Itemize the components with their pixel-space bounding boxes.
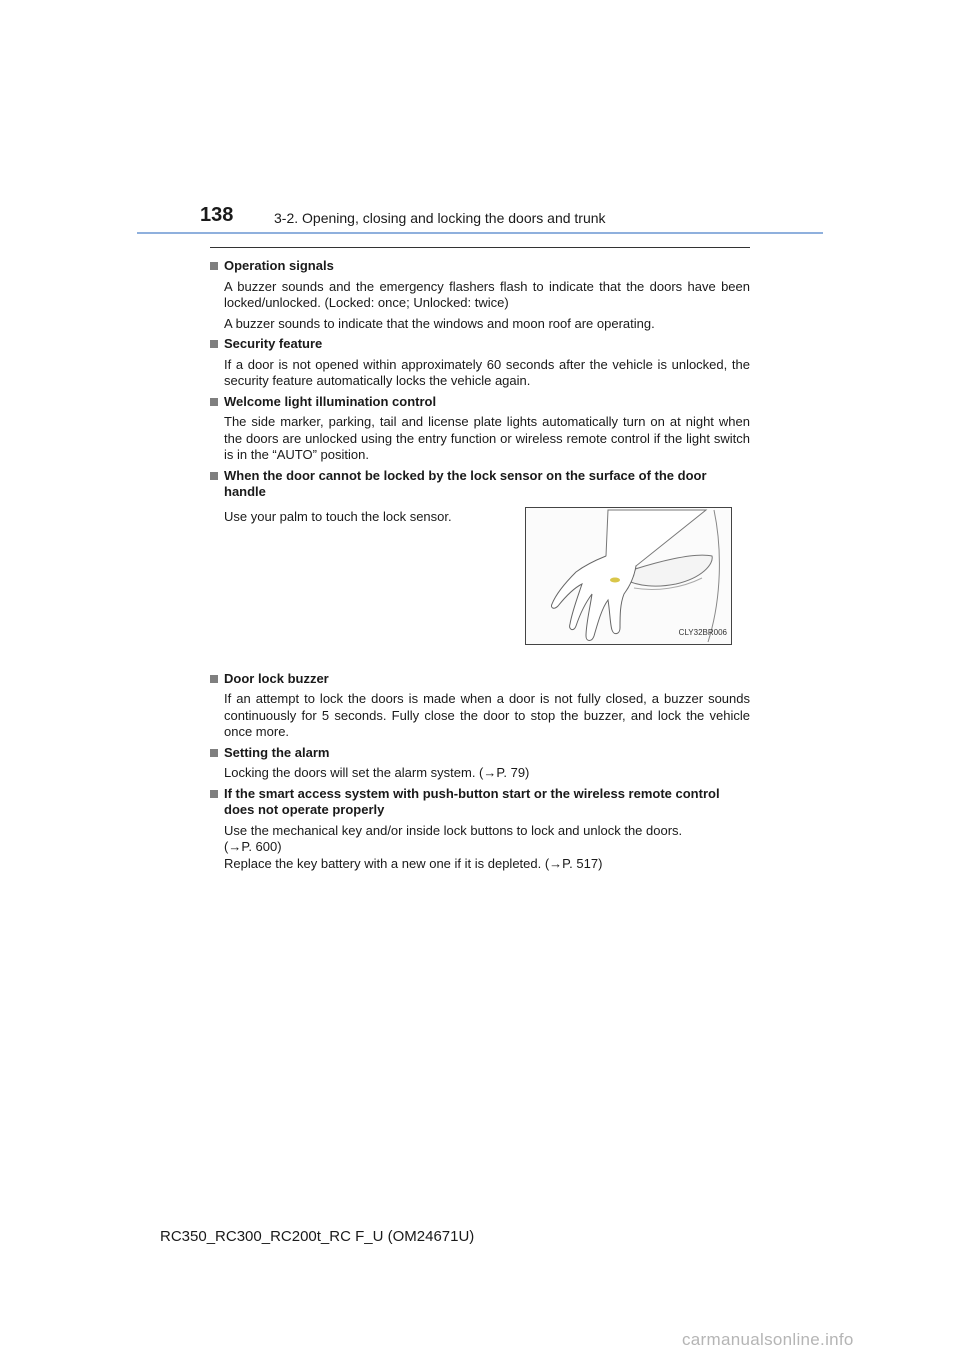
square-bullet-icon	[210, 749, 218, 757]
content-rule	[210, 247, 750, 248]
section-heading: Door lock buzzer	[224, 670, 329, 686]
illustration-code: CLY32BR006	[678, 628, 727, 637]
section-door-lock-buzzer	[210, 671, 750, 741]
footer-model-code: RC350_RC300_RC200t_RC F_U (OM24671U)	[160, 1228, 475, 1245]
section-paragraph: Locking the doors will set the alarm system. (→P. 79)	[224, 765, 530, 780]
section-paragraph: If an attempt to lock the doors is made when a door is not fully closed, a buzzer sounds continuously for 5 seconds. Fully close the door to stop the buzzer, and lock the vehicle once more.	[224, 691, 750, 739]
square-bullet-icon	[210, 790, 218, 798]
section-setting-alarm	[210, 745, 750, 782]
watermark: carmanualsonline.info	[682, 1330, 854, 1349]
section-heading: Welcome light illumination control	[224, 393, 437, 409]
hand-door-handle-icon	[526, 508, 731, 644]
header-rule	[137, 232, 823, 234]
section-welcome-light	[210, 394, 750, 464]
section-paragraph: The side marker, parking, tail and license plate lights automatically turn on at night when the doors are unlocked using the entry function or wireless remote control if the light switch is in the “AUTO” position.	[224, 414, 750, 462]
section-paragraph: Use the mechanical key and/or inside lock buttons to lock and unlock the doors.	[224, 822, 683, 838]
section-paragraph: If a door is not opened within approximately 60 seconds after the vehicle is unlocked, the security feature automatically locks the vehicle again.	[224, 356, 750, 388]
section-title: 3-2. Opening, closing and locking the doors and trunk	[274, 210, 606, 226]
section-paragraph: (→P. 600)	[224, 839, 282, 854]
section-heading: Setting the alarm	[224, 744, 330, 760]
section-heading: When the door cannot be locked by the lock sensor on the surface of the door handle	[224, 467, 707, 499]
section-security-feature	[210, 336, 750, 390]
page-number: 138	[200, 204, 234, 226]
section-heading: Security feature	[224, 336, 323, 351]
section-smart-access	[210, 786, 750, 873]
section-lock-sensor	[210, 468, 750, 667]
section-paragraph: A buzzer sounds to indicate that the windows and moon roof are operating.	[224, 315, 655, 331]
section-paragraph: A buzzer sounds and the emergency flashers flash to indicate that the doors have been locked/unlocked. (Locked: once; Unlocked: twice)	[224, 278, 750, 310]
palm-on-lock-sensor-illustration	[525, 507, 732, 645]
square-bullet-icon	[210, 675, 218, 683]
section-paragraph: Replace the key battery with a new one if it is depleted. (→P. 517)	[224, 855, 603, 871]
square-bullet-icon	[210, 472, 218, 480]
square-bullet-icon	[210, 262, 218, 270]
square-bullet-icon	[210, 398, 218, 406]
section-heading: If the smart access system with push-button start or the wireless remote control does not operate properly	[224, 785, 720, 817]
section-heading: Operation signals	[224, 258, 334, 273]
section-operation-signals	[210, 258, 750, 332]
section-paragraph: Use your palm to touch the lock sensor.	[224, 508, 452, 524]
square-bullet-icon	[210, 340, 218, 348]
content-body	[210, 258, 750, 876]
